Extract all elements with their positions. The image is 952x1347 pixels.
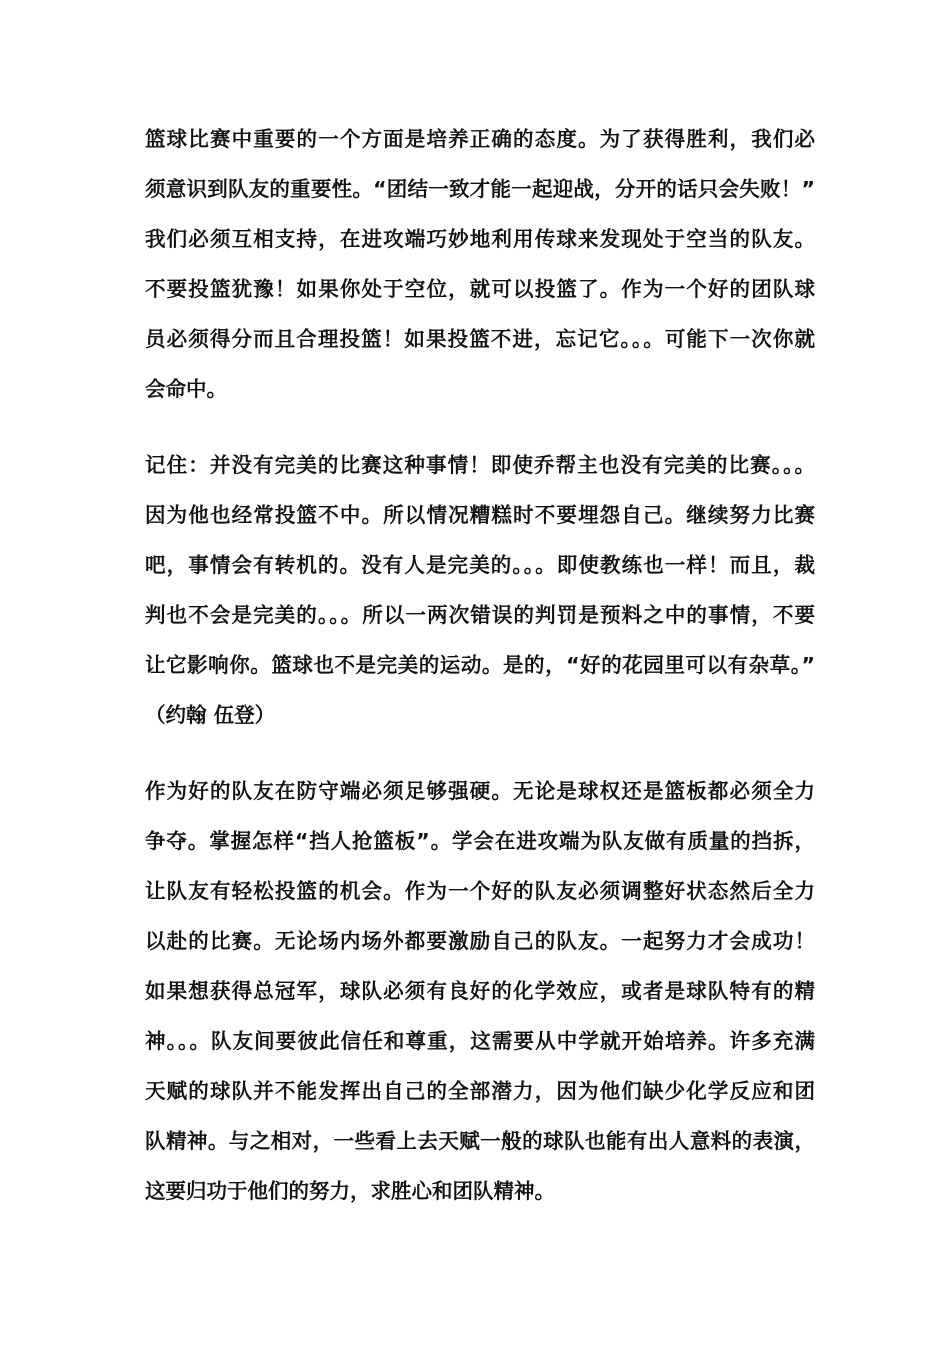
paragraph-imperfection (145, 440, 815, 740)
text-line: 会命中。 (145, 377, 227, 401)
text-line: 争夺。掌握怎样“挡人抢篮板”。学会在进攻端为队友做有质量的挡拆， (145, 829, 815, 853)
text-line: 队精神。与之相对，一些看上去天赋一般的球队也能有出人意料的表演， (145, 1129, 815, 1153)
text-line: 记住：并没有完美的比赛这种事情！即使乔帮主也没有完美的比赛。。。 (145, 453, 815, 477)
text-line: 天赋的球队并不能发挥出自己的全部潜力，因为他们缺少化学反应和团 (145, 1079, 815, 1103)
text-line: （约翰 伍登） (145, 703, 276, 727)
text-line: 篮球比赛中重要的一个方面是培养正确的态度。为了获得胜利，我们必 (145, 127, 815, 151)
text-line: 不要投篮犹豫！如果你处于空位，就可以投篮了。作为一个好的团队球 (145, 277, 815, 301)
paragraph-attitude (145, 114, 815, 414)
text-line: 员必须得分而且合理投篮！如果投篮不进，忘记它。。。可能下一次你就 (145, 327, 815, 351)
text-line: 让它影响你。篮球也不是完美的运动。是的，“好的花园里可以有杂草。” (145, 653, 815, 677)
text-line: 判也不会是完美的。。。所以一两次错误的判罚是预料之中的事情，不要 (145, 603, 815, 627)
text-line: 以赴的比赛。无论场内场外都要激励自己的队友。一起努力才会成功！ (145, 929, 815, 953)
paragraph-teamwork (145, 766, 815, 1216)
text-line: 这要归功于他们的努力，求胜心和团队精神。 (145, 1179, 555, 1203)
text-line: 吧，事情会有转机的。没有人是完美的。。。即使教练也一样！而且，裁 (145, 553, 815, 577)
text-line: 让队友有轻松投篮的机会。作为一个好的队友必须调整好状态然后全力 (145, 879, 815, 903)
text-line: 如果想获得总冠军，球队必须有良好的化学效应，或者是球队特有的精 (145, 979, 815, 1003)
text-line: 神。。。队友间要彼此信任和尊重，这需要从中学就开始培养。许多充满 (145, 1029, 815, 1053)
text-line: 须意识到队友的重要性。“团结一致才能一起迎战，分开的话只会失败！” (145, 177, 815, 201)
text-line: 因为他也经常投篮不中。所以情况糟糕时不要埋怨自己。继续努力比赛 (145, 503, 815, 527)
text-line: 作为好的队友在防守端必须足够强硬。无论是球权还是篮板都必须全力 (145, 779, 815, 803)
text-line: 我们必须互相支持，在进攻端巧妙地利用传球来发现处于空当的队友。 (145, 227, 815, 251)
